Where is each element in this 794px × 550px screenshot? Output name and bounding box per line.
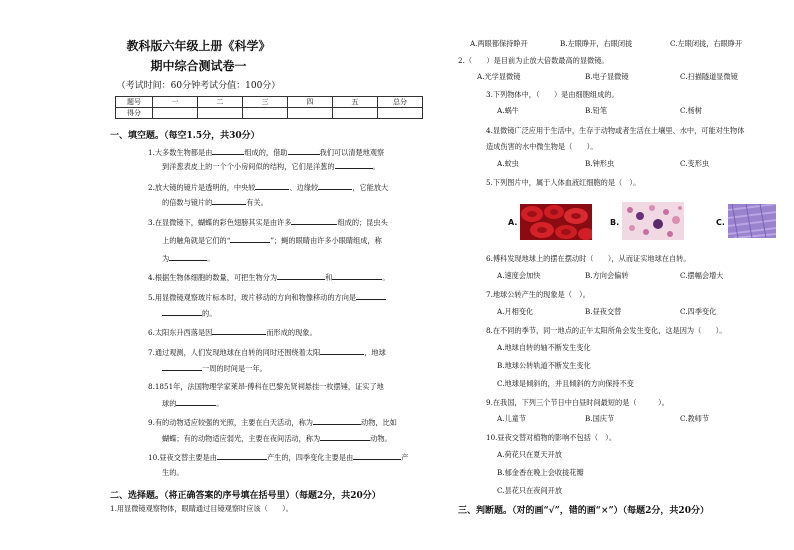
option-b[interactable]: B.地球公转轨道不断发生变化 [497,361,591,370]
choice-question-7: 7.地球公转产生的现象是（ ）。 [486,290,590,299]
score-input-cell[interactable] [288,108,333,119]
option-a[interactable]: A.月相变化 [497,307,534,316]
purple-tissue-image[interactable] [728,204,776,238]
answer-blank[interactable] [288,146,320,155]
question-text: ，地球 [364,348,386,357]
answer-blank[interactable] [320,432,370,441]
question-text: 9.有的动物适应较强的光照，主要在白天活动，称为 [148,418,313,427]
question-text: 生的。 [162,468,184,477]
answer-blank[interactable] [277,271,325,280]
question-text: 1.大多数生物都是由 [148,148,213,157]
answer-blank[interactable] [169,252,207,261]
page-title: 教科版六年级上册《科学》 [126,39,271,53]
image-label-c: C. [716,218,725,227]
option-b[interactable]: B.电子显微镜 [585,72,629,81]
red-blood-cells-icon [520,204,592,240]
question-2 [148,181,388,193]
question-text: ，它能放大 [352,183,389,192]
score-input-cell[interactable] [198,108,243,119]
question-10 [148,451,408,463]
score-table-score-row [116,108,423,119]
question-text: 的倍数与镜片的 [162,198,213,207]
answer-blank[interactable] [318,181,352,190]
option-b[interactable]: B.钟形虫 [585,159,615,168]
exam-meta: （考试时间：60分钟考试分值：100分） [116,81,281,91]
image-label-b: B. [610,218,620,227]
question-text: 球的 [162,399,177,408]
option-c[interactable]: C.左眼闭拢，右眼睁开 [670,39,743,48]
question-text: 8.1851年，法国物理学家莱昂·傅科在巴黎先贤祠悬挂一枚摆锤，证实了地 [148,382,384,391]
answer-blank[interactable] [353,451,401,460]
option-b[interactable]: B.国庆节 [585,414,615,423]
question-text: 上的触角就是它们的“ [162,236,231,245]
question-text: ”；蝇的眼睛由许多小眼睛组成，称 [270,236,382,245]
question-9-cont [162,432,392,444]
answer-blank[interactable] [332,271,382,280]
table-cell: 五 [333,97,378,108]
question-10-cont [162,467,184,478]
question-3-cont2 [162,252,214,264]
choice-question-1: 1.用显微镜观察物体，眼睛通过目镜观察时应该（ ）。 [110,504,293,513]
score-table [115,96,423,119]
answer-blank[interactable] [335,160,373,169]
stained-cells-image[interactable] [622,202,684,240]
table-cell: 得分 [116,108,153,119]
table-cell: 二 [198,97,243,108]
question-text: 2.放大镜的镜片是透明的，中央较 [148,183,256,192]
question-text: 7.通过观测，人们发现地球在自转的同时还围绕着太阳 [148,348,321,357]
stained-cells-icon [622,202,684,240]
answer-blank[interactable] [291,216,337,225]
answer-blank[interactable] [212,196,246,205]
question-text: 动物。 [370,434,392,443]
question-6 [148,326,317,338]
question-text: 6.太阳东升西落是因 [148,328,213,337]
question-3-cont [162,234,382,246]
choice-question-4-cont: 造成伤害的水中微生物是（ ）。 [486,142,598,151]
question-text: 5.用显微镜观察玻片标本时，玻片移动的方向和物像移动的方向是 [148,293,357,302]
question-7 [148,346,386,358]
answer-blank[interactable] [356,291,386,300]
option-c[interactable]: C.昙花只在夜间开放 [497,486,563,495]
answer-blank[interactable] [320,346,364,355]
question-text: 和 [325,273,333,282]
option-b[interactable]: B.左眼睁开，右眼闭拢 [560,39,633,48]
question-text: 到洋葱表皮上的一个个小房间似的结构，它们是洋葱的 [162,162,335,171]
score-input-cell[interactable] [243,108,288,119]
question-text: 而形成的现象。 [266,328,317,337]
question-text: 。 [382,273,390,282]
question-text: 的。 [202,309,217,318]
answer-blank[interactable] [162,362,202,371]
question-text: 产 [401,453,409,462]
question-text: 。 [207,254,215,263]
option-c[interactable]: C.扫描隧道显微镜 [680,72,738,81]
question-8-cont [162,397,224,409]
option-a[interactable]: A.速度会加快 [497,271,541,280]
choice-question-10: 10.昼夜交替对植物的影响不包括（ ）。 [486,433,617,442]
table-cell: 一 [153,97,198,108]
choice-question-3: 3.下列物体中，（ ）是由细胞组成的。 [486,90,619,99]
option-a[interactable]: A.两眼都保持睁开 [470,39,528,48]
question-text: 为 [162,254,170,263]
question-4 [148,271,389,283]
question-text: 蝴蝶；有的动物适应弱光，主要在夜间活动，称为 [162,434,321,443]
question-5 [148,291,386,303]
option-a[interactable]: A.蜗牛 [497,106,519,115]
answer-blank[interactable] [230,234,270,243]
answer-blank[interactable] [212,326,266,335]
option-a[interactable]: A.荷花只在夏天开放 [497,450,562,459]
option-c[interactable]: C.地球是倾斜的，并且倾斜的方向保持不变 [497,379,634,388]
table-cell: 总分 [378,97,423,108]
question-text: 动物，比如 [361,418,397,427]
choice-question-9: 9.在我国，下列三个节日中白昼时间最短的是（ ）。 [486,398,669,407]
question-text: 有关。 [246,198,268,207]
question-text: 。 [216,399,224,408]
choice-question-5: 5.下列图片中，属于人体血液红细胞的是（ ）。 [486,178,641,187]
question-text: 组成的，借助 [244,148,288,157]
option-a[interactable]: A.蚊虫 [497,159,519,168]
option-b[interactable]: B.郁金香在晚上会收拢花瓣 [497,468,584,477]
choice-question-2: 2.（ ）是目前为止放大倍数最高的显微镜。 [458,56,609,65]
answer-blank[interactable] [313,416,361,425]
question-1-cont [162,160,380,172]
question-text: 10.昼夜交替主要是由 [148,453,217,462]
option-c[interactable]: C.变形虫 [680,159,710,168]
answer-blank[interactable] [162,307,202,316]
option-b[interactable]: B.昼夜交替 [585,307,622,316]
option-c[interactable]: C.摆幅会增大 [680,271,724,280]
question-text: 、边缘较 [289,183,319,192]
score-table-header-row [116,97,423,108]
exam-subtitle: 期中综合测试卷一 [150,59,247,73]
option-c[interactable]: C.四季变化 [680,307,717,316]
question-3 [148,216,388,228]
answer-blank[interactable] [176,397,216,406]
question-text: 组成的；昆虫头 [337,218,388,227]
option-a[interactable]: A.光学显微镜 [477,72,521,81]
question-2-cont [162,196,268,208]
image-label-a: A. [508,218,518,227]
question-9 [148,416,397,428]
option-b[interactable]: B.铅笔 [585,106,607,115]
choice-question-4: 4.显微镜广泛应用于生活中，生存于动物或者生活在土壤里、水中，可能对生物体 [486,126,745,135]
question-text: 我们可以清楚地观察 [319,148,385,157]
question-7-cont [162,362,267,374]
answer-blank[interactable] [212,146,244,155]
question-text: 4.根据生物体细胞的数量，可把生物分为 [148,273,278,282]
question-text: 。 [372,162,380,171]
section-fill-blank-heading: 一、填空题。（每空1.5分，共30分） [110,131,260,141]
option-c[interactable]: C.教师节 [680,414,710,423]
score-input-cell[interactable] [333,108,378,119]
answer-blank[interactable] [217,451,267,460]
question-text: 3.在显微镜下，蝴蝶的彩色翅膀其实是由许多 [148,218,292,227]
score-input-cell[interactable] [378,108,423,119]
option-b[interactable]: B.方向会偏转 [585,271,629,280]
option-c[interactable]: C.杨树 [680,106,702,115]
question-text: 产生的，四季变化主要是由 [266,453,354,462]
question-1 [148,146,384,158]
table-cell: 题号 [116,97,153,108]
question-text: 一周的时间是一年。 [202,364,267,373]
question-8 [148,381,384,392]
table-cell: 四 [288,97,333,108]
red-blood-cells-image[interactable] [520,204,592,240]
option-a[interactable]: A.地球自转的轴不断发生变化 [497,343,591,352]
score-input-cell[interactable] [153,108,198,119]
choice-question-6: 6.傅科发现地球上的摆在摆动时（ ），从而证实地球在自转。 [486,254,691,263]
table-cell: 三 [243,97,288,108]
section-judge-heading: 三、判断题。（对的画“√”，错的画“×”）（每题2分，共20分） [458,506,709,516]
question-5-cont [162,307,216,319]
choice-question-8: 8.在不同的季节，同一地点的正午太阳所角会发生变化，这是因为（ ）。 [486,326,727,335]
section-choice-heading: 二、选择题。（将正确答案的序号填在括号里）（每题2分，共20分） [110,491,381,501]
option-a[interactable]: A.儿童节 [497,414,527,423]
answer-blank[interactable] [255,181,289,190]
purple-tissue-icon [728,204,776,238]
